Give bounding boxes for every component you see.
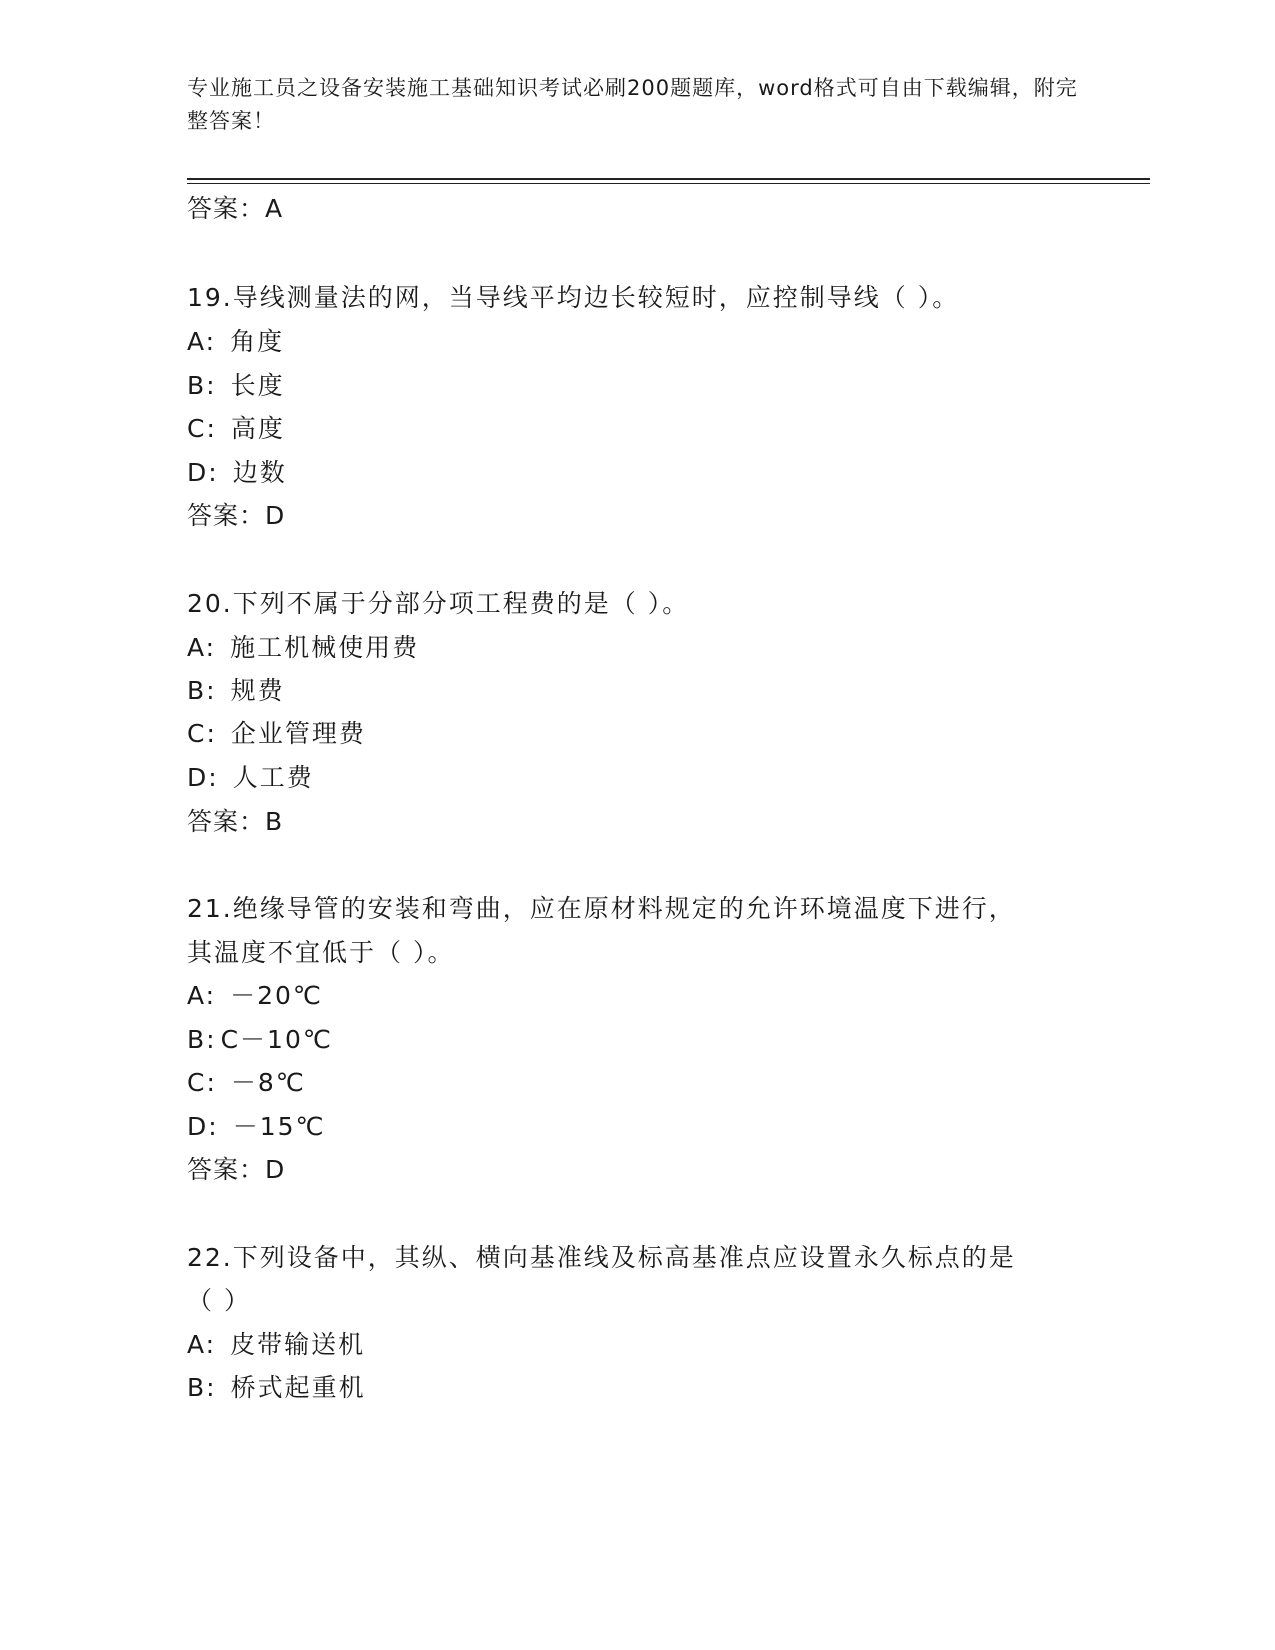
option-d bbox=[187, 1111, 326, 1143]
document-header: 专业施工员之设备安装施工基础知识考试必刷200题题库，word格式可自由下载编辑，附完整答案！ bbox=[187, 76, 1078, 133]
option-text: 桥式起重机 bbox=[230, 1373, 366, 1402]
option-text: 施工机械使用费 bbox=[230, 633, 420, 662]
question-stem-continued: （ ） bbox=[187, 1286, 251, 1315]
question-stem: 22.下列设备中，其纵、横向基准线及标高基准点应设置永久标点的是 bbox=[187, 1243, 1016, 1272]
option-key: B: bbox=[187, 371, 217, 400]
option-key: B: bbox=[187, 676, 217, 705]
option-a bbox=[187, 1329, 365, 1361]
option-key: C: bbox=[187, 414, 217, 443]
option-b bbox=[187, 370, 285, 402]
option-key: A: bbox=[187, 633, 217, 662]
option-key: D: bbox=[187, 1112, 219, 1141]
option-key: D: bbox=[187, 763, 219, 792]
option-c bbox=[187, 718, 366, 750]
answer-line: 答案：D bbox=[187, 1155, 286, 1184]
question-stem: 19.导线测量法的网，当导线平均边长较短时，应控制导线（ ）。 bbox=[187, 283, 960, 312]
answer-line: 答案：A bbox=[187, 194, 284, 223]
option-text: －20℃ bbox=[230, 981, 323, 1010]
option-d bbox=[187, 457, 287, 489]
question-stem-continued: 其温度不宜低于（ ）。 bbox=[187, 938, 455, 967]
option-text: 企业管理费 bbox=[230, 719, 366, 748]
option-a bbox=[187, 632, 419, 664]
option-c bbox=[187, 1067, 306, 1099]
header-rule-thin bbox=[187, 183, 1150, 184]
option-key: C: bbox=[187, 719, 217, 748]
option-key: B: bbox=[187, 1373, 217, 1402]
question-stem: 21.绝缘导管的安装和弯曲，应在原材料规定的允许环境温度下进行， bbox=[187, 894, 1016, 923]
option-d bbox=[187, 762, 314, 794]
question-stem: 20.下列不属于分部分项工程费的是（ ）。 bbox=[187, 589, 690, 618]
option-text: －15℃ bbox=[232, 1112, 326, 1141]
option-key: A: bbox=[187, 1330, 217, 1359]
option-a bbox=[187, 326, 284, 358]
header-rule-thick bbox=[187, 178, 1150, 180]
option-text: 长度 bbox=[230, 371, 285, 400]
option-key: A: bbox=[187, 327, 217, 356]
option-text: C－10℃ bbox=[220, 1025, 333, 1054]
option-b bbox=[187, 1372, 366, 1404]
option-text: 高度 bbox=[230, 414, 285, 443]
option-key: D: bbox=[187, 458, 219, 487]
option-text: 人工费 bbox=[232, 763, 314, 792]
option-b bbox=[187, 675, 285, 707]
option-text: 角度 bbox=[230, 327, 285, 356]
option-text: －8℃ bbox=[230, 1068, 306, 1097]
option-text: 边数 bbox=[232, 458, 287, 487]
option-text: 皮带输送机 bbox=[230, 1330, 366, 1359]
option-a bbox=[187, 980, 323, 1012]
option-b bbox=[187, 1024, 333, 1056]
option-key: B: bbox=[187, 1025, 217, 1054]
option-c bbox=[187, 413, 285, 445]
option-key: C: bbox=[187, 1068, 217, 1097]
answer-line: 答案：B bbox=[187, 807, 284, 836]
option-text: 规费 bbox=[230, 676, 285, 705]
answer-line: 答案：D bbox=[187, 501, 286, 530]
option-key: A: bbox=[187, 981, 217, 1010]
